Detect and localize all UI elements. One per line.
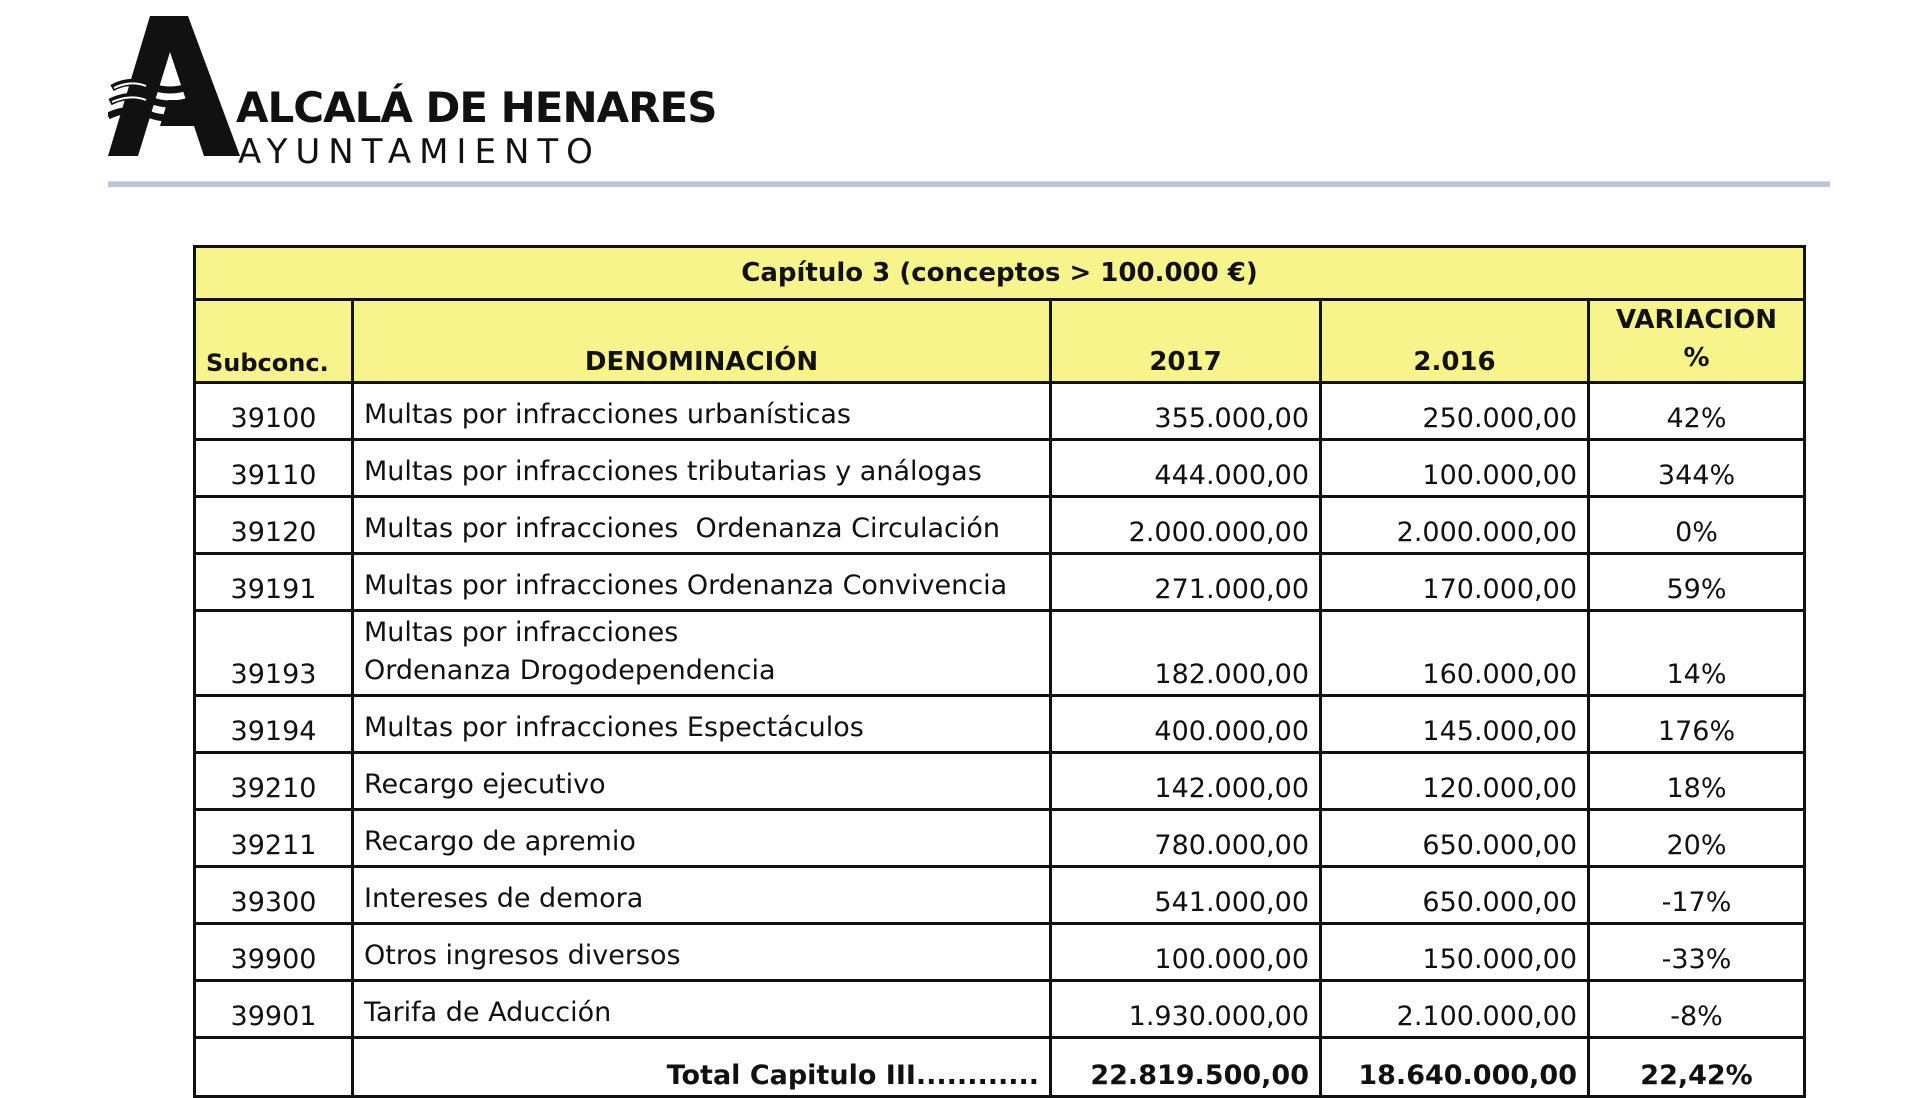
variation-percent: 18% [1589,753,1805,810]
amount-2017: 271.000,00 [1051,554,1321,611]
amount-2017: 400.000,00 [1051,696,1321,753]
table-row [195,753,1805,810]
total-empty-cell [195,1038,353,1097]
subconcepto-code: 39300 [195,867,353,924]
amount-2016: 2.000.000,00 [1321,497,1589,554]
amount-2017: 100.000,00 [1051,924,1321,981]
subconcepto-code: 39194 [195,696,353,753]
table-caption-row [195,247,1805,300]
subconcepto-code: 39191 [195,554,353,611]
amount-2017: 1.930.000,00 [1051,981,1321,1038]
column-header-2017: 2017 [1051,300,1321,383]
column-header-denominacion: DENOMINACIÓN [353,300,1051,383]
total-2016: 18.640.000,00 [1321,1038,1589,1097]
amount-2016: 650.000,00 [1321,810,1589,867]
denominacion: Multas por infracciones Ordenanza Drogodependencia [353,611,1051,696]
variation-percent: -17% [1589,867,1805,924]
amount-2016: 145.000,00 [1321,696,1589,753]
amount-2017: 182.000,00 [1051,611,1321,696]
amount-2016: 150.000,00 [1321,924,1589,981]
table-row [195,611,1805,696]
amount-2016: 120.000,00 [1321,753,1589,810]
table-header-row [195,300,1805,383]
table-row [195,867,1805,924]
variation-percent: 0% [1589,497,1805,554]
table-row [195,383,1805,440]
amount-2016: 650.000,00 [1321,867,1589,924]
denominacion: Tarifa de Aducción [353,981,1051,1038]
logo-subtitle: AYUNTAMIENTO [238,132,601,172]
table-row [195,696,1805,753]
amount-2017: 780.000,00 [1051,810,1321,867]
amount-2016: 250.000,00 [1321,383,1589,440]
table-row [195,497,1805,554]
subconcepto-code: 39900 [195,924,353,981]
budget-table [193,245,1806,1098]
subconcepto-code: 39110 [195,440,353,497]
amount-2016: 170.000,00 [1321,554,1589,611]
denominacion: Multas por infracciones urbanísticas [353,383,1051,440]
denominacion: Multas por infracciones Espectáculos [353,696,1051,753]
table-total-row [195,1038,1805,1097]
subconcepto-code: 39210 [195,753,353,810]
subconcepto-code: 39211 [195,810,353,867]
column-header-subconcepto: Subconc. [195,300,353,383]
denominacion: Recargo ejecutivo [353,753,1051,810]
amount-2017: 541.000,00 [1051,867,1321,924]
subconcepto-code: 39120 [195,497,353,554]
table-row [195,554,1805,611]
total-label: Total Capitulo III............ [353,1038,1051,1097]
amount-2016: 100.000,00 [1321,440,1589,497]
amount-2017: 142.000,00 [1051,753,1321,810]
table-row [195,981,1805,1038]
subconcepto-code: 39193 [195,611,353,696]
amount-2017: 2.000.000,00 [1051,497,1321,554]
amount-2017: 355.000,00 [1051,383,1321,440]
denominacion: Multas por infracciones Ordenanza Convivencia [353,554,1051,611]
variation-percent: 176% [1589,696,1805,753]
column-header-2016: 2.016 [1321,300,1589,383]
variacion-percent-label: % [1683,343,1710,373]
total-variation: 22,42% [1589,1038,1805,1097]
amount-2016: 2.100.000,00 [1321,981,1589,1038]
variation-percent: 14% [1589,611,1805,696]
total-2017: 22.819.500,00 [1051,1038,1321,1097]
table-row [195,440,1805,497]
denominacion: Intereses de demora [353,867,1051,924]
column-header-variacion [1589,300,1805,383]
variation-percent: 20% [1589,810,1805,867]
table-caption: Capítulo 3 (conceptos > 100.000 €) [195,247,1805,300]
logo-title: ALCALÁ DE HENARES [236,83,717,132]
alcala-logo-icon [108,16,243,161]
variation-percent: -8% [1589,981,1805,1038]
table-row [195,924,1805,981]
variacion-label: VARIACION [1616,305,1777,335]
header-divider [108,181,1830,187]
subconcepto-code: 39901 [195,981,353,1038]
denominacion: Multas por infracciones tributarias y análogas [353,440,1051,497]
denominacion: Multas por infracciones Ordenanza Circulación [353,497,1051,554]
budget-table-container [193,245,1803,1098]
amount-2016: 160.000,00 [1321,611,1589,696]
header [108,16,868,172]
variation-percent: -33% [1589,924,1805,981]
amount-2017: 444.000,00 [1051,440,1321,497]
denominacion: Recargo de apremio [353,810,1051,867]
table-row [195,810,1805,867]
subconcepto-code: 39100 [195,383,353,440]
variation-percent: 344% [1589,440,1805,497]
variation-percent: 42% [1589,383,1805,440]
denominacion: Otros ingresos diversos [353,924,1051,981]
variation-percent: 59% [1589,554,1805,611]
